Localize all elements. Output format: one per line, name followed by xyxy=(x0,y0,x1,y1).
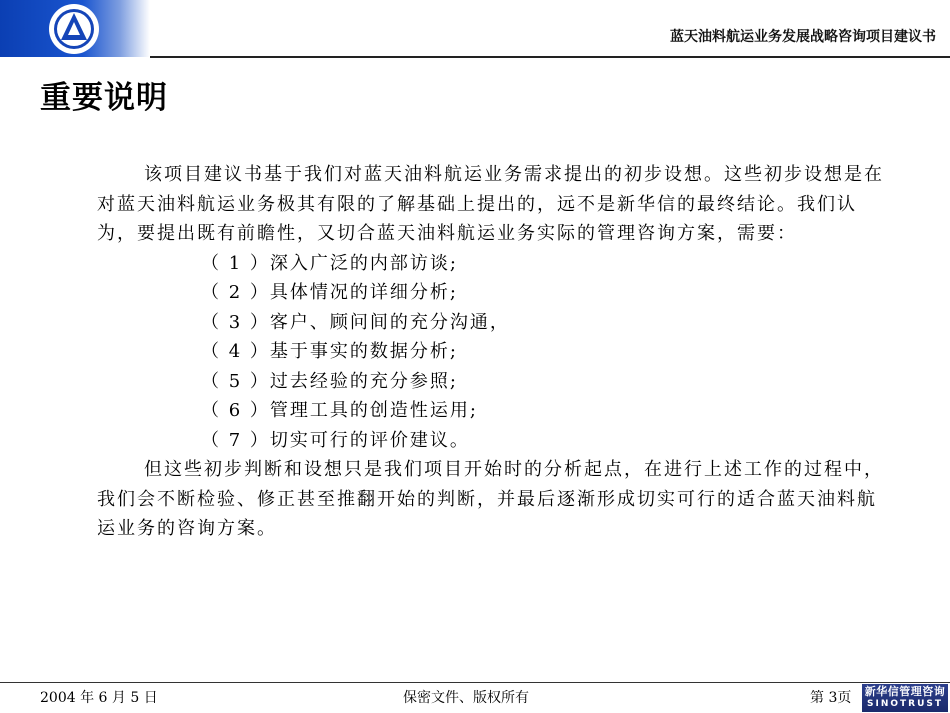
logo-banner xyxy=(0,0,150,57)
intro-paragraph: 该项目建议书基于我们对蓝天油料航运业务需求提出的初步设想。这些初步设想是在对蓝天油料航运业务极其有限的了解基础上提出的，远不是新华信的最终结论。我们认为，要提出既有前瞻性，又切合蓝天油料航运业务实际的管理咨询方案，需要： xyxy=(97,164,884,244)
closing-paragraph: 但这些初步判断和设想只是我们项目开始时的分析起点，在进行上述工作的过程中，我们会不断检验、修正甚至推翻开始的判断，并最后逐渐形成切实可行的适合蓝天油料航运业务的咨询方案。 xyxy=(97,459,884,539)
list-item: （ 6 ）管理工具的创造性运用; xyxy=(201,400,478,421)
page-number: 第 3页 xyxy=(810,690,852,706)
list-item: （ 1 ）深入广泛的内部访谈; xyxy=(201,252,458,274)
list-item: （ 7 ）切实可行的评价建议。 xyxy=(201,429,470,451)
list-item: （ 5 ）过去经验的充分参照; xyxy=(201,370,458,392)
brand-name-en: SINOTRUST xyxy=(866,699,943,709)
header-divider xyxy=(150,56,950,58)
list-item: （ 4 ）基于事实的数据分析; xyxy=(201,341,458,362)
document-title: 蓝天油料航运业务发展战略咨询项目建议书 xyxy=(670,29,936,45)
list-item: （ 2 ）具体情况的详细分析; xyxy=(201,282,458,303)
brand-name-cn: 新华信管理咨询 xyxy=(864,685,946,698)
body-text xyxy=(97,160,887,544)
brand-logo xyxy=(862,684,948,712)
page-title: 重要说明 xyxy=(40,80,168,116)
requirements-list xyxy=(97,249,887,456)
footer-divider xyxy=(0,682,950,683)
footer-confidential: 保密文件、版权所有 xyxy=(403,690,529,706)
footer-date: 2004 年 6 月 5 日 xyxy=(40,690,158,706)
company-logo-icon xyxy=(46,1,102,57)
list-item: （ 3 ）客户、顾问间的充分沟通， xyxy=(201,311,510,333)
